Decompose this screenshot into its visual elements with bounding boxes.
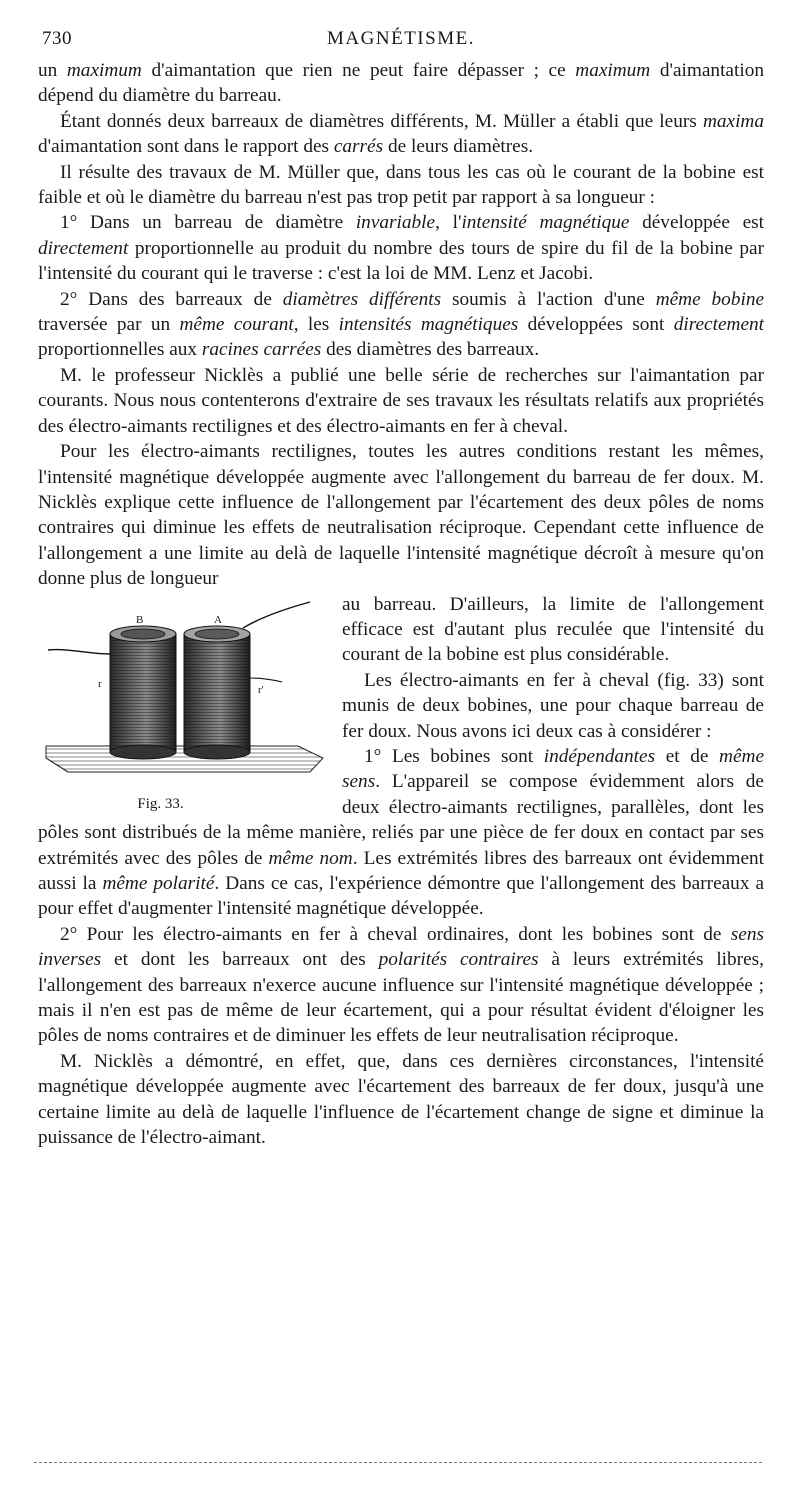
emphasis-text: même sens <box>342 745 764 793</box>
text-run: à leurs extrémités libres, l'allongement des barreaux n'exerce aucune influence sur l'intensité magnétique développée ; mais il n'en est pas de même de leur écartement, qui a pour résultat évident d'éloigner les pôles de noms contraires et de diminuer les effets de leur neutralisation réciproque. <box>38 949 764 1047</box>
text-run: d'aimantation dépend du diamètre du barreau. <box>38 60 764 107</box>
text-run: Il résulte des travaux de M. Müller que, dans tous les cas où le courant de la bobine est faible et où le diamètre du barreau n'est pas trop petit par rapport à sa longueur : <box>38 161 764 209</box>
text-run: M. Nicklès a démontré, en effet, que, dans ces dernières circonstances, l'intensité magnétique développée augmente avec l'écartement des barreaux de fer doux, jusqu'à une certaine limite au delà de laquelle l'influence de l'écartement change de signe et diminue la puissance de l'électro-aimant. <box>38 1050 764 1149</box>
emphasis-text: directement <box>38 237 129 259</box>
figure-33 <box>38 596 328 818</box>
text-run: . Dans ce cas, l'expérience démontre que l'allongement des barreaux a pour effet d'augmenter l'intensité magnétique développée. <box>38 873 764 920</box>
emphasis-text: même courant <box>179 314 294 336</box>
text-run: d'aimantation sont dans le rapport des <box>38 136 334 158</box>
text-run: des diamètres des barreaux. <box>321 339 540 361</box>
figure-label-b: B <box>136 613 144 626</box>
text-run: de leurs diamètres. <box>383 136 534 158</box>
paragraph-p0 <box>38 58 764 109</box>
text-run: Les électro-aimants en fer à cheval (fig. 33) sont munis de deux bobines, une pour chaque barreau de fer doux. Nous avons ici deux cas à considérer : <box>342 669 764 742</box>
emphasis-text: diamètres différents <box>282 288 442 310</box>
running-title: MAGNÉTISME. <box>327 28 475 49</box>
body-text <box>38 58 764 1150</box>
paragraph-p3 <box>38 210 764 286</box>
text-run: 2° Pour les électro-aimants en fer à cheval ordinaires, dont les bobines sont de <box>60 923 731 945</box>
emphasis-text: intensité magnétique <box>461 212 630 234</box>
right-wire <box>243 602 310 628</box>
emphasis-text: maximum <box>66 60 142 81</box>
emphasis-text: maximum <box>575 60 651 81</box>
emphasis-text: carrés <box>333 136 384 158</box>
left-coil <box>110 626 176 759</box>
text-run: traversée par un <box>38 314 180 336</box>
text-run: et dont les barreaux ont des <box>101 949 379 971</box>
page <box>38 28 764 1150</box>
figure-label-r-prime: r' <box>258 683 264 696</box>
text-run: M. le professeur Nicklès a publié une belle série de recherches sur l'aimantation par courants. Nous nous contenterons d'extraire de ses travaux les résultats relatifs aux propriétés des électro-aimants rectilignes et des électro-aimants en fer à cheval. <box>38 364 764 437</box>
paragraph-p1 <box>38 109 764 160</box>
text-run: proportionnelle au produit du nombre des tours de spire du fil de la bobine par l'intensité du courant qui le traverse : c'est la loi de MM. Lenz et Jacobi. <box>38 237 764 285</box>
emphasis-text: racines carrées <box>201 339 322 361</box>
paragraph-p9 <box>38 922 764 1049</box>
text-run: , l' <box>435 212 462 234</box>
right-coil <box>184 626 250 759</box>
text-run: Pour les électro-aimants rectilignes, toutes les autres conditions restant les mêmes, l'intensité magnétique développée augmente avec l'allongement du barreau de fer doux. M. Nicklès explique cette influence de l'allongement par l'écartement des deux pôles de noms contraires qui diminue les effets de neutralisation réciproque. Cependant cette influence de l'allongement a une limite au delà de laquelle l'intensité magnétique décroît à mesure qu'on donne plus de longueur <box>38 441 764 590</box>
text-run: et de <box>655 745 720 767</box>
text-run: , les <box>293 314 339 336</box>
emphasis-text: même bobine <box>655 288 765 310</box>
emphasis-text: intensités magnétiques <box>338 314 519 336</box>
text-run: proportionnelles aux <box>38 339 202 361</box>
emphasis-text: même polarité <box>102 873 215 894</box>
emphasis-text: sens inverses <box>38 923 764 971</box>
text-run: Étant donnés deux barreaux de diamètres différents, M. Müller a établi que leurs <box>60 110 703 132</box>
page-number: 730 <box>42 28 72 49</box>
emphasis-text: maxima <box>702 110 764 132</box>
figure-caption: Fig. 33. <box>137 795 184 812</box>
paragraph-p10 <box>38 1049 764 1151</box>
paragraph-p4 <box>38 287 764 363</box>
emphasis-text: polarités contraires <box>378 949 539 971</box>
text-run: 2° Dans des barreaux de <box>60 288 283 310</box>
text-run: . L'appareil se compose évidemment alors de deux électro-aimants rectilignes, parallèles, dont les pôles sont distribués de la même manière, reliés par une pièce de fer doux en contact par ses extrémités avec des pôles de <box>38 771 764 869</box>
electromagnet-illustration <box>38 596 328 796</box>
text-run: . Les extrémités libres des barreaux ont évidemment aussi la <box>38 847 764 894</box>
paragraph-p2 <box>38 160 764 211</box>
footer-rule <box>34 1462 762 1463</box>
emphasis-text: directement <box>673 314 764 336</box>
page-header <box>38 28 764 58</box>
text-run: 1° Dans un barreau de diamètre <box>60 212 356 234</box>
paragraph-p5 <box>38 363 764 439</box>
figure-label-r: r <box>98 677 102 690</box>
figure-label-a: A <box>214 613 222 626</box>
paragraph-p6 <box>38 439 764 591</box>
text-run: développées sont <box>518 314 674 336</box>
text-run: au barreau. D'ailleurs, la limite de l'allongement efficace est d'autant plus reculée que l'intensité du courant de la bobine est plus considérable. <box>342 593 764 666</box>
emphasis-text: invariable <box>355 212 436 234</box>
emphasis-text: même nom <box>268 847 353 869</box>
text-run: un <box>38 60 67 81</box>
text-run: d'aimantation que rien ne peut faire dépasser ; ce <box>141 60 576 81</box>
text-run: 1° Les bobines sont <box>364 745 544 767</box>
emphasis-text: indépendantes <box>543 745 656 767</box>
left-wire <box>48 649 110 653</box>
text-run: développée est <box>629 212 765 234</box>
text-run: soumis à l'action d'une <box>441 288 656 310</box>
